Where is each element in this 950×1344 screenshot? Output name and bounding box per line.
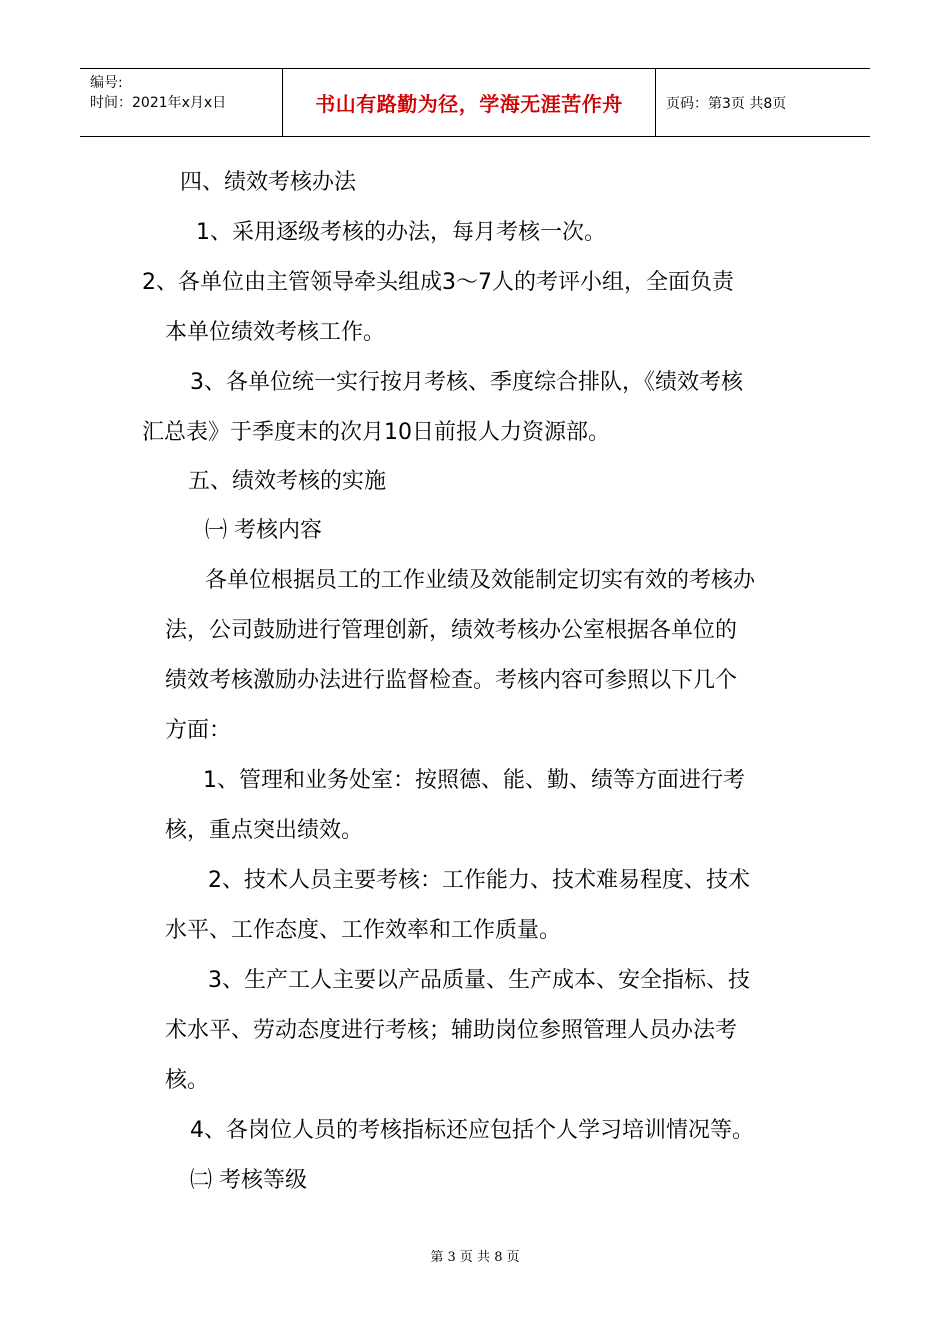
paragraph-line: 方面： xyxy=(165,718,232,743)
paragraph-line: 1、管理和业务处室：按照德、能、勤、绩等方面进行考 xyxy=(203,768,745,793)
number-label: 编号: xyxy=(90,75,123,91)
subsection-heading: ㈠ 考核内容 xyxy=(205,518,322,543)
paragraph-line: 3、生产工人主要以产品质量、生产成本、安全指标、技 xyxy=(208,968,750,993)
paragraph-line: 2、技术人员主要考核：工作能力、技术难易程度、技术 xyxy=(208,868,750,893)
paragraph-line: 术水平、劳动态度进行考核；辅助岗位参照管理人员办法考 xyxy=(165,1018,738,1043)
paragraph-line: 水平、工作态度、工作效率和工作质量。 xyxy=(165,918,562,943)
section-heading: 四、绩效考核办法 xyxy=(180,170,357,195)
header-page-info: 页码：第3页 共8页 xyxy=(666,95,787,112)
paragraph-line: 2、各单位由主管领导牵头组成3～7人的考评小组，全面负责 xyxy=(142,270,734,295)
paragraph-line: 3、各单位统一实行按月考核、季度综合排队，《绩效考核 xyxy=(190,370,743,395)
paragraph-line: 法，公司鼓励进行管理创新，绩效考核办公室根据各单位的 xyxy=(165,618,738,643)
header-motto: 书山有路勤为径，学海无涯苦作舟 xyxy=(315,92,623,116)
paragraph-line: 绩效考核激励办法进行监督检查。考核内容可参照以下几个 xyxy=(165,668,738,693)
date-label: 时间：2021年x月x日 xyxy=(90,95,227,111)
header-meta xyxy=(90,73,226,113)
paragraph-line: 核，重点突出绩效。 xyxy=(165,818,364,843)
paragraph-line: 汇总表》于季度末的次月10日前报人力资源部。 xyxy=(142,420,610,445)
header-table xyxy=(80,68,870,137)
paragraph-line: 各单位根据员工的工作业绩及效能制定切实有效的考核办 xyxy=(205,568,756,593)
section-heading: 五、绩效考核的实施 xyxy=(188,469,387,494)
paragraph-line: 4、各岗位人员的考核指标还应包括个人学习培训情况等。 xyxy=(190,1118,754,1143)
paragraph-line: 本单位绩效考核工作。 xyxy=(165,320,386,345)
header-divider xyxy=(655,69,656,136)
paragraph-line: 核。 xyxy=(165,1068,210,1093)
page-footer: 第 3 页 共 8 页 xyxy=(430,1250,520,1265)
paragraph-line: 1、采用逐级考核的办法，每月考核一次。 xyxy=(196,220,606,245)
subsection-heading: ㈡ 考核等级 xyxy=(190,1168,307,1193)
